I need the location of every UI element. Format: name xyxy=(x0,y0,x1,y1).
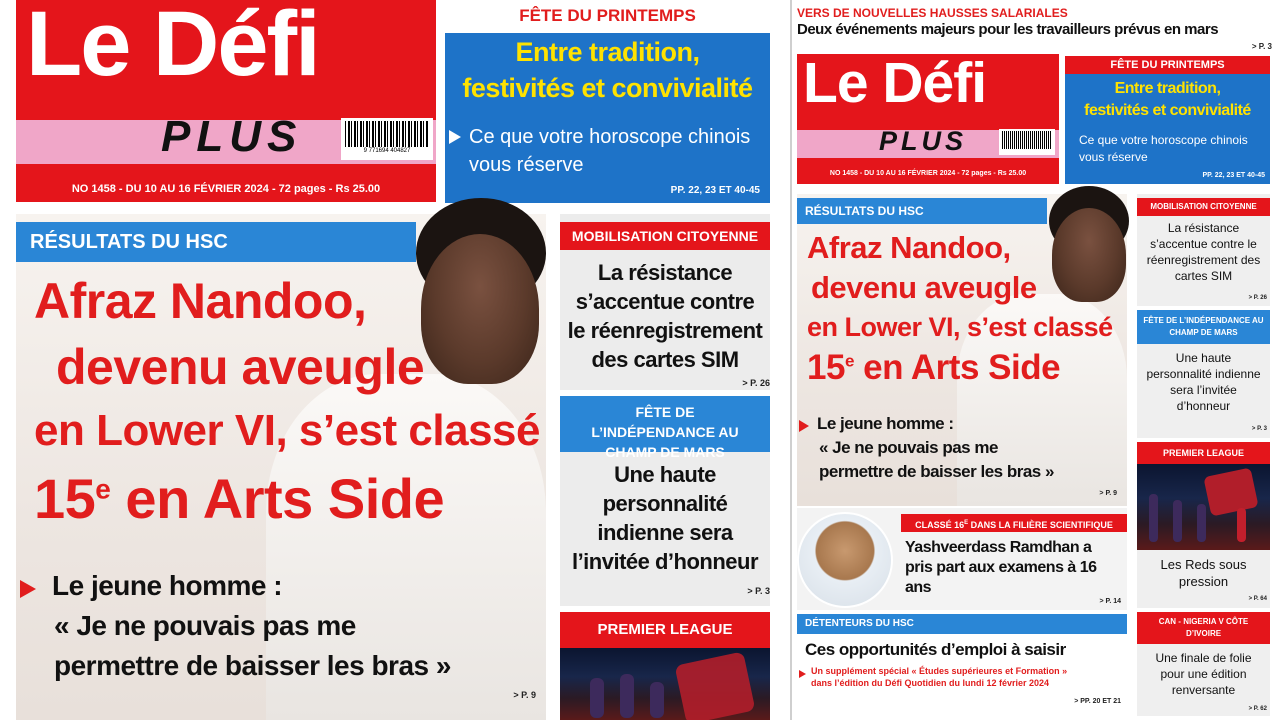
main-headline-2: devenu aveugle xyxy=(56,339,425,395)
side-independance: FÊTE DE L’INDÉPENDANCE AU CHAMP DE MARS Une haute personnalité indienne sera l’invitée d’honneur > P. 3 xyxy=(560,396,770,606)
football-photo xyxy=(560,648,770,720)
issue-line: NO 1458 - DU 10 AU 16 FÉVRIER 2024 - 72 pages - Rs 25.00 xyxy=(71,183,381,195)
barcode xyxy=(999,129,1055,155)
issue-bar xyxy=(16,178,436,202)
fete-sub: Ce que votre horoscope chinois vous réserve xyxy=(469,126,751,176)
football-photo-small xyxy=(1137,464,1270,550)
detenteurs-story: DÉTENTEURS DU HSC Ces opportunités d’emploi à saisir Un supplément spécial « Études supérieures et Formation » dans l’édition du Défi Quotidien du lundi 12 février 2024 > PP. 20 ET 21 xyxy=(797,614,1127,714)
main-page-ref: > P. 9 xyxy=(513,690,536,700)
side-premier-league: PREMIER LEAGUE xyxy=(560,612,770,720)
masthead-subtitle: PLUS xyxy=(161,112,303,161)
fete-small-kicker: FÊTE DU PRINTEMPS xyxy=(1065,56,1270,74)
side-mobilisation: MOBILISATION CITOYENNE La résistance s’accentue contre le réenregistrement des cartes SIM > P. 26 xyxy=(560,214,770,390)
top-page-ref: > P. 3 xyxy=(1251,42,1272,51)
masthead xyxy=(16,0,436,178)
arrow-icon xyxy=(449,130,461,144)
right-page xyxy=(792,0,1280,720)
arrow-icon xyxy=(799,420,809,432)
fete-pages: PP. 22, 23 ET 40-45 xyxy=(670,185,760,196)
side-can-small: CAN - NIGERIA V CÔTE D’IVOIRE Une finale de folie pour une édition renversante > P. 62 xyxy=(1137,612,1270,716)
fete-printemps-kicker: FÊTE DU PRINTEMPS xyxy=(445,0,770,30)
side-mobilisation-small: MOBILISATION CITOYENNE La résistance s’accentue contre le réenregistrement des cartes SIM > P. 26 xyxy=(1137,194,1270,306)
main-quote-3: permettre de baisser les bras » xyxy=(54,650,451,681)
side-independance-small: FÊTE DE L’INDÉPENDANCE AU CHAMP DE MARS Une haute personnalité indienne sera l’invitée d’honneur > P. 3 xyxy=(1137,310,1270,438)
side-premier-league-small: PREMIER LEAGUE Les Reds sous pression > P. 64 xyxy=(1137,442,1270,608)
main-quote-2: « Je ne pouvais pas me xyxy=(54,610,356,641)
issue-bar-small: NO 1458 - DU 10 AU 16 FÉVRIER 2024 - 72 pages - Rs 25.00 xyxy=(797,166,1059,184)
top-headline: Deux événements majeurs pour les travailleurs prévus en mars xyxy=(797,21,1219,38)
main-headline-3: en Lower VI, s’est classé xyxy=(34,406,540,455)
masthead-small: Le Défi PLUS xyxy=(797,54,1059,166)
yash-photo xyxy=(797,512,893,608)
main-quote-1: Le jeune homme : xyxy=(52,570,283,601)
main-kicker: RÉSULTATS DU HSC xyxy=(16,222,416,262)
main-headline-4: 15e en Arts Side xyxy=(34,467,445,530)
yash-story: CLASSÉ $16^E$ DANS LA FILIÈRE SCIENTIFIQUE Yashveerdass Ramdhan a pris part aux examens à 16 ans > P. 14 xyxy=(797,508,1127,610)
fete-small-box: Entre tradition, festivités et convivialité Ce que votre horoscope chinois vous réserve PP. 22, 23 ET 40-45 xyxy=(1065,74,1270,184)
barcode: 9 771694 404827 xyxy=(341,118,433,160)
masthead-title: Le Défi xyxy=(26,0,319,95)
main-story xyxy=(16,214,546,720)
person-face xyxy=(421,234,539,384)
main-story-small: RÉSULTATS DU HSC Afraz Nandoo, devenu aveugle en Lower VI, s’est classé 15e en Arts Side Le jeune homme : « Je ne pouvais pas me permettre de baisser les bras » > P. 9 xyxy=(797,194,1127,506)
top-kicker: VERS DE NOUVELLES HAUSSES SALARIALES xyxy=(797,6,1068,20)
fete-printemps-box: Entre tradition, festivités et convivialité Ce que votre horoscope chinois vous réserve PP. 22, 23 ET 40-45 xyxy=(445,33,770,203)
arrow-icon xyxy=(20,580,36,598)
main-headline-1: Afraz Nandoo, xyxy=(34,273,367,329)
